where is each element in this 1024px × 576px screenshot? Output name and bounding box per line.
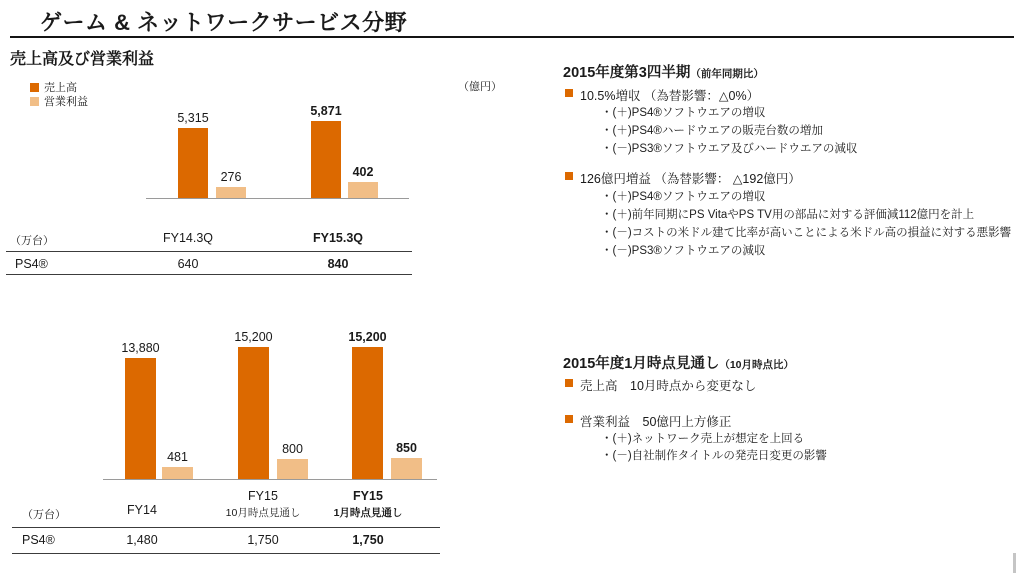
sales-bar (352, 347, 383, 479)
bullet-sales-forecast (565, 376, 756, 394)
bullet-square-icon (565, 415, 573, 423)
table2-row-header: PS4® (22, 533, 55, 547)
table2-rule-top (12, 527, 440, 528)
table1-value: 640 (177, 257, 199, 271)
sales-swatch-icon (30, 83, 39, 92)
table1-col-header: FY15.3Q (312, 231, 364, 245)
scrollbar-thumb[interactable] (1013, 553, 1016, 573)
table1-rule-bottom (6, 274, 412, 275)
profit-value-label: 850 (396, 441, 417, 455)
sales-bar (125, 358, 156, 479)
sub-bullet: ・(－)自社制作タイトルの発売日変更の影響 (601, 450, 827, 462)
section-title: 売上高及び営業利益 (10, 51, 155, 68)
table2-col-subheader: 10月時点見通し (225, 507, 301, 519)
page-title: ゲーム & ネットワークサービス分野 (40, 10, 408, 35)
table2-unit-label: （万台） (22, 509, 66, 521)
profit-bar (277, 459, 308, 479)
bullet-square-icon (565, 172, 573, 180)
bullet-text: 営業利益 50億円上方修正 (580, 415, 732, 429)
profit-value-label: 481 (167, 450, 188, 464)
profit-bar (348, 182, 378, 198)
q3-heading (563, 61, 764, 82)
sub-bullet: ・(－)PS3®ソフトウエアの減収 (601, 245, 766, 257)
sub-bullet: ・(＋)PS4®ハードウエアの販売台数の増加 (601, 125, 823, 137)
profit-bar (391, 458, 422, 479)
bullet-profit-forecast (565, 412, 731, 430)
sub-bullet: ・(＋)PS4®ソフトウエアの増収 (601, 107, 766, 119)
chart-baseline (146, 198, 409, 199)
forecast-heading (563, 352, 794, 373)
sub-bullet: ・(－)コストの米ドル建て比率が高いことによる米ドル高の損益に対する悪影響 (601, 227, 1012, 239)
sub-bullet: ・(＋)前年同期にPS VitaやPS TV用の部品に対する評価減112億円を計上 (601, 209, 975, 221)
chart-baseline (103, 479, 437, 480)
bullet-revenue-increase (565, 86, 759, 104)
profit-value-label: 276 (220, 170, 242, 184)
table2-value: 1,750 (247, 533, 279, 547)
table1-unit-label: （万台） (10, 235, 54, 247)
bullet-profit-increase (565, 169, 801, 187)
table2-col-header: FY15 (248, 489, 278, 503)
q3-heading-note: （前年同期比） (690, 68, 764, 80)
bullet-text: 126億円増益 （為替影響： △192億円） (580, 172, 801, 186)
bullet-text: 10.5%増収 （為替影響：△0%） (580, 89, 760, 103)
legend-sales-label: 売上高 (44, 82, 77, 94)
bullet-square-icon (565, 89, 573, 97)
profit-value-label: 800 (282, 442, 303, 456)
sales-value-label: 13,880 (121, 341, 160, 355)
forecast-heading-note: （10月時点比） (719, 359, 795, 371)
sales-value-label: 15,200 (234, 330, 273, 344)
bullet-square-icon (565, 379, 573, 387)
table2-value: 1,480 (126, 533, 158, 547)
table2-rule-bottom (12, 553, 440, 554)
legend-profit-label: 営業利益 (44, 96, 88, 108)
sales-bar (238, 347, 269, 479)
sub-bullet: ・(＋)ネットワーク売上が想定を上回る (601, 433, 805, 445)
sales-value-label: 5,315 (177, 111, 209, 125)
chart-unit-label: （億円） (458, 81, 502, 93)
table2-col-header: FY15 (353, 489, 383, 503)
table2-col-header: FY14 (127, 503, 157, 517)
sub-bullet: ・(＋)PS4®ソフトウエアの増収 (601, 191, 766, 203)
bullet-text: 売上高 10月時点から変更なし (580, 379, 757, 393)
table1-col-header: FY14.3Q (162, 231, 214, 245)
sales-value-label: 5,871 (310, 104, 342, 118)
title-underline (10, 36, 1014, 38)
legend-profit (30, 93, 88, 109)
profit-bar (162, 467, 193, 479)
table2-col-subheader: 1月時点見通し (333, 507, 403, 519)
forecast-heading-main: 2015年度1月時点見通し (563, 356, 720, 372)
sales-value-label: 15,200 (348, 330, 387, 344)
profit-value-label: 402 (352, 165, 374, 179)
profit-bar (216, 187, 246, 198)
sales-bar (178, 128, 208, 198)
q3-heading-main: 2015年度第3四半期 (563, 65, 691, 81)
sales-bar (311, 121, 341, 198)
table1-rule-top (6, 251, 412, 252)
table1-row-header: PS4® (15, 257, 48, 271)
table1-value: 840 (327, 257, 349, 271)
profit-swatch-icon (30, 97, 39, 106)
sub-bullet: ・(－)PS3®ソフトウエア及びハードウエアの減収 (601, 143, 858, 155)
table2-value: 1,750 (352, 533, 384, 547)
